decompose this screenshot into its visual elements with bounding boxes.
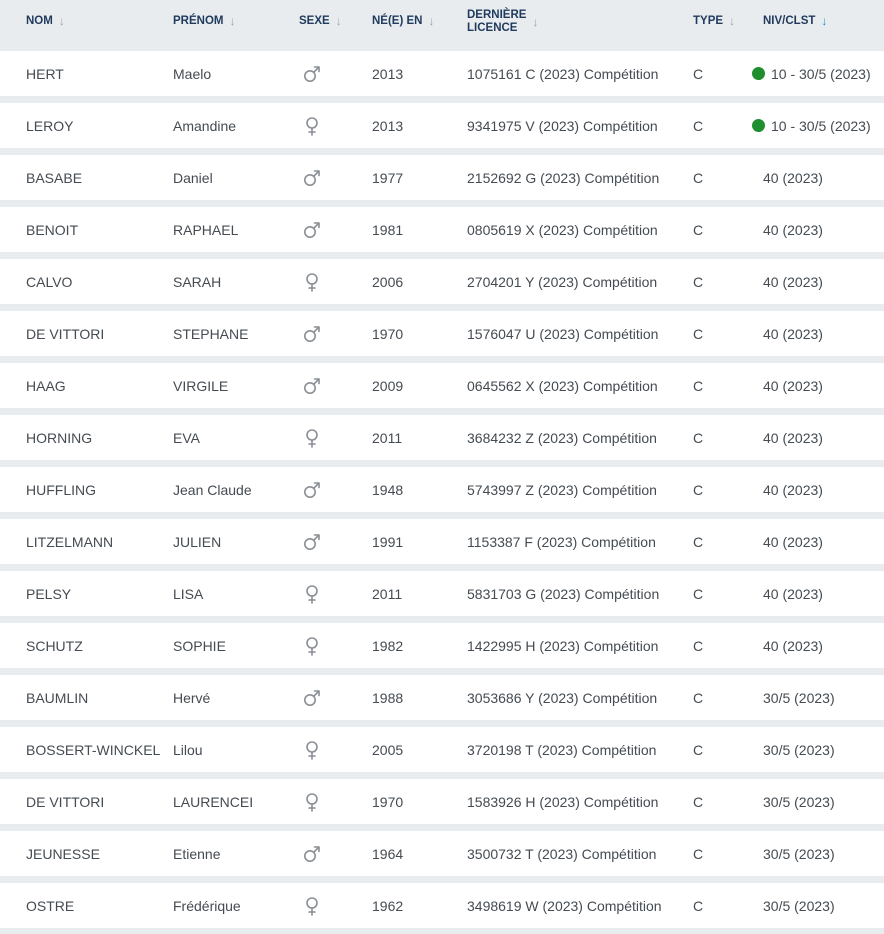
cell-sexe	[300, 103, 324, 148]
cell-sexe	[300, 571, 324, 616]
niv-text: 40 (2023)	[763, 585, 823, 602]
female-icon	[302, 792, 322, 812]
cell-niv	[752, 727, 835, 772]
sort-arrow-icon: ↓	[729, 14, 736, 28]
cell-licence: 3720198 T (2023) Compétition	[467, 741, 657, 758]
cell-licence: 2152692 G (2023) Compétition	[467, 169, 660, 186]
status-dot-icon	[752, 67, 765, 80]
cell-nom: PELSY	[26, 585, 72, 602]
cell-nom: LITZELMANN	[26, 533, 114, 550]
cell-prenom: Daniel	[173, 169, 213, 186]
cell-prenom: VIRGILE	[173, 377, 229, 394]
table-row[interactable]	[0, 675, 884, 720]
cell-sexe	[300, 831, 324, 876]
male-icon	[302, 532, 322, 552]
cell-nom: BOSSERT-WINCKEL	[26, 741, 161, 758]
cell-prenom: SARAH	[173, 273, 222, 290]
cell-niv	[752, 51, 871, 96]
cell-licence: 2704201 Y (2023) Compétition	[467, 273, 658, 290]
column-header-label: NIV/CLST	[763, 15, 816, 27]
cell-licence: 5743997 Z (2023) Compétition	[467, 481, 657, 498]
cell-nom: HERT	[26, 65, 64, 82]
cell-ne: 2013	[372, 65, 404, 82]
female-icon	[302, 584, 322, 604]
female-icon	[302, 272, 322, 292]
cell-type: C	[693, 533, 704, 550]
cell-sexe	[300, 259, 324, 304]
cell-licence: 3498619 W (2023) Compétition	[467, 897, 662, 914]
cell-ne: 2005	[372, 741, 404, 758]
cell-sexe	[300, 727, 324, 772]
table-row[interactable]	[0, 259, 884, 304]
table-row[interactable]	[0, 519, 884, 564]
cell-ne: 2013	[372, 117, 404, 134]
cell-licence: 3053686 Y (2023) Compétition	[467, 689, 658, 706]
niv-text: 40 (2023)	[763, 169, 823, 186]
cell-prenom: EVA	[173, 429, 200, 446]
cell-ne: 1982	[372, 637, 404, 654]
cell-niv	[752, 571, 823, 616]
cell-type: C	[693, 481, 704, 498]
cell-prenom: JULIEN	[173, 533, 222, 550]
column-header-label-line2: LICENCE	[467, 22, 518, 34]
niv-text: 40 (2023)	[763, 481, 823, 498]
cell-ne: 2009	[372, 377, 404, 394]
cell-ne: 1991	[372, 533, 404, 550]
niv-text: 10 - 30/5 (2023)	[771, 117, 871, 134]
cell-ne: 1981	[372, 221, 404, 238]
sort-arrow-icon: ↓	[428, 14, 435, 28]
female-icon	[302, 636, 322, 656]
status-dot-icon	[752, 119, 765, 132]
cell-nom: SCHUTZ	[26, 637, 83, 654]
male-icon	[302, 220, 322, 240]
niv-text: 40 (2023)	[763, 377, 823, 394]
cell-sexe	[300, 779, 324, 824]
table-row[interactable]	[0, 831, 884, 876]
cell-prenom: Jean Claude	[173, 481, 252, 498]
cell-prenom: Maelo	[173, 65, 212, 82]
cell-licence: 1153387 F (2023) Compétition	[467, 533, 656, 550]
sort-arrow-icon: ↓	[335, 14, 342, 28]
column-header-prenom[interactable]	[173, 15, 235, 28]
cell-type: C	[693, 741, 704, 758]
column-header-sexe[interactable]	[299, 15, 342, 28]
niv-text: 30/5 (2023)	[763, 741, 835, 758]
cell-licence: 1422995 H (2023) Compétition	[467, 637, 659, 654]
cell-type: C	[693, 585, 704, 602]
cell-type: C	[693, 845, 704, 862]
niv-text: 40 (2023)	[763, 221, 823, 238]
male-icon	[302, 324, 322, 344]
cell-licence: 1576047 U (2023) Compétition	[467, 325, 659, 342]
female-icon	[302, 116, 322, 136]
cell-niv	[752, 467, 823, 512]
cell-type: C	[693, 637, 704, 654]
cell-ne: 1964	[372, 845, 404, 862]
cell-niv	[752, 779, 835, 824]
table-row[interactable]	[0, 311, 884, 356]
table-row[interactable]	[0, 623, 884, 668]
niv-text: 10 - 30/5 (2023)	[771, 65, 871, 82]
cell-ne: 1977	[372, 169, 404, 186]
cell-type: C	[693, 429, 704, 446]
male-icon	[302, 168, 322, 188]
column-header-label	[467, 9, 526, 35]
cell-nom: LEROY	[26, 117, 74, 134]
cell-prenom: SOPHIE	[173, 637, 226, 654]
column-header-label: NOM	[26, 15, 53, 27]
column-header-label-line1: DERNIÈRE	[467, 9, 527, 21]
cell-licence: 5831703 G (2023) Compétition	[467, 585, 660, 602]
cell-type: C	[693, 377, 704, 394]
cell-licence: 1583926 H (2023) Compétition	[467, 793, 659, 810]
cell-niv	[752, 883, 835, 928]
male-icon	[302, 64, 322, 84]
cell-licence: 0645562 X (2023) Compétition	[467, 377, 658, 394]
cell-nom: DE VITTORI	[26, 793, 105, 810]
cell-nom: OSTRE	[26, 897, 75, 914]
column-header-ne[interactable]	[372, 15, 434, 28]
cell-nom: HORNING	[26, 429, 93, 446]
male-icon	[302, 376, 322, 396]
table-row[interactable]	[0, 155, 884, 200]
cell-ne: 2006	[372, 273, 404, 290]
cell-nom: CALVO	[26, 273, 73, 290]
cell-prenom: LAURENCEI	[173, 793, 254, 810]
cell-licence: 3684232 Z (2023) Compétition	[467, 429, 657, 446]
column-header-label: NÉ(E) EN	[372, 15, 423, 27]
niv-text: 40 (2023)	[763, 429, 823, 446]
cell-ne: 1948	[372, 481, 404, 498]
cell-niv	[752, 155, 823, 200]
cell-niv	[752, 103, 871, 148]
niv-text: 30/5 (2023)	[763, 897, 835, 914]
cell-sexe	[300, 883, 324, 928]
table-header	[0, 0, 884, 44]
table-row[interactable]	[0, 467, 884, 512]
cell-niv	[752, 207, 823, 252]
table-row[interactable]	[0, 727, 884, 772]
table-row[interactable]	[0, 363, 884, 408]
cell-ne: 1988	[372, 689, 404, 706]
niv-text: 30/5 (2023)	[763, 845, 835, 862]
female-icon	[302, 740, 322, 760]
cell-licence: 3500732 T (2023) Compétition	[467, 845, 657, 862]
cell-prenom: RAPHAEL	[173, 221, 239, 238]
sort-arrow-icon: ↓	[532, 14, 539, 29]
cell-nom: HUFFLING	[26, 481, 96, 498]
male-icon	[302, 688, 322, 708]
niv-text: 40 (2023)	[763, 533, 823, 550]
cell-niv	[752, 259, 823, 304]
cell-sexe	[300, 467, 324, 512]
sort-arrow-active-icon: ↓	[821, 14, 828, 28]
cell-sexe	[300, 311, 324, 356]
niv-text: 30/5 (2023)	[763, 689, 835, 706]
table-row[interactable]	[0, 207, 884, 252]
cell-prenom: LISA	[173, 585, 204, 602]
cell-ne: 1962	[372, 897, 404, 914]
cell-nom: HAAG	[26, 377, 66, 394]
cell-type: C	[693, 325, 704, 342]
cell-niv	[752, 311, 823, 356]
cell-type: C	[693, 897, 704, 914]
male-icon	[302, 480, 322, 500]
cell-ne: 1970	[372, 325, 404, 342]
cell-niv	[752, 363, 823, 408]
cell-prenom: Lilou	[173, 741, 203, 758]
cell-nom: BAUMLIN	[26, 689, 89, 706]
cell-prenom: Hervé	[173, 689, 211, 706]
table-row[interactable]	[0, 571, 884, 616]
cell-type: C	[693, 65, 704, 82]
table-row[interactable]	[0, 103, 884, 148]
female-icon	[302, 428, 322, 448]
cell-nom: BENOIT	[26, 221, 79, 238]
cell-type: C	[693, 273, 704, 290]
female-icon	[302, 896, 322, 916]
niv-text: 40 (2023)	[763, 637, 823, 654]
cell-niv	[752, 415, 823, 460]
column-header-type[interactable]	[693, 15, 735, 28]
cell-licence: 0805619 X (2023) Compétition	[467, 221, 658, 238]
cell-sexe	[300, 51, 324, 96]
cell-type: C	[693, 117, 704, 134]
cell-ne: 2011	[372, 429, 403, 446]
cell-sexe	[300, 675, 324, 720]
cell-nom: JEUNESSE	[26, 845, 100, 862]
cell-licence: 1075161 C (2023) Compétition	[467, 65, 659, 82]
cell-niv	[752, 675, 835, 720]
cell-ne: 2011	[372, 585, 403, 602]
column-header-niv[interactable]	[763, 15, 827, 28]
niv-text: 40 (2023)	[763, 273, 823, 290]
cell-niv	[752, 519, 823, 564]
cell-prenom: Etienne	[173, 845, 221, 862]
sort-arrow-icon: ↓	[229, 14, 236, 28]
cell-nom: BASABE	[26, 169, 83, 186]
cell-prenom: STEPHANE	[173, 325, 249, 342]
cell-type: C	[693, 793, 704, 810]
niv-text: 30/5 (2023)	[763, 793, 835, 810]
cell-prenom: Amandine	[173, 117, 237, 134]
column-header-licence[interactable]	[467, 9, 538, 35]
cell-niv	[752, 831, 835, 876]
cell-sexe	[300, 207, 324, 252]
cell-sexe	[300, 155, 324, 200]
table-row[interactable]	[0, 51, 884, 96]
column-header-label: SEXE	[299, 15, 330, 27]
cell-licence: 9341975 V (2023) Compétition	[467, 117, 658, 134]
cell-sexe	[300, 519, 324, 564]
cell-prenom: Frédérique	[173, 897, 241, 914]
cell-ne: 1970	[372, 793, 404, 810]
cell-sexe	[300, 623, 324, 668]
sort-arrow-icon: ↓	[58, 14, 65, 28]
cell-type: C	[693, 169, 704, 186]
cell-sexe	[300, 363, 324, 408]
cell-niv	[752, 623, 823, 668]
column-header-nom[interactable]	[26, 15, 65, 28]
cell-type: C	[693, 689, 704, 706]
cell-type: C	[693, 221, 704, 238]
table-row[interactable]	[0, 779, 884, 824]
column-header-label: PRÉNOM	[173, 15, 224, 27]
male-icon	[302, 844, 322, 864]
cell-nom: DE VITTORI	[26, 325, 105, 342]
table-row[interactable]	[0, 883, 884, 928]
table-row[interactable]	[0, 415, 884, 460]
table-body	[0, 51, 884, 928]
column-header-label: TYPE	[693, 15, 724, 27]
niv-text: 40 (2023)	[763, 325, 823, 342]
cell-sexe	[300, 415, 324, 460]
